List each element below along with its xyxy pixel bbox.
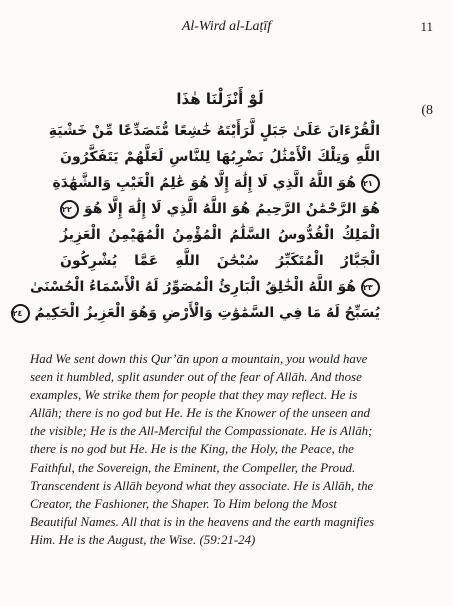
translation-line: Him. He is the August, the Wise. (59:21-24) — [30, 532, 256, 547]
arabic-text: هُوَ اللَّهُ الْخَٰلِقُ الْبَارِئُ الْمُصَوِّرُ لَهُ الْأَسْمَاءُ الْحُسْنَىٰ — [29, 279, 357, 295]
arabic-line — [29, 276, 380, 298]
item-marker: (8 — [421, 103, 433, 118]
arabic-verse-block — [12, 90, 381, 336]
arabic-text: هُوَ الرَّحْمَٰنُ الرَّحِيمُ هُوَ اللَّهُ الَّذِي لَا إِلَٰهَ إِلَّا هُوَ — [83, 201, 381, 217]
arabic-line: الْقُرْءَانَ عَلَىٰ جَبَلٍ لَّرَأَيْتَهُ خَٰشِعًا مُّتَصَدِّعًا مِّنْ خَشْيَةِ — [48, 123, 380, 139]
english-translation — [30, 350, 430, 549]
translation-line: Beautiful Names. All that is in the heavens and the earth magnifies — [30, 514, 375, 529]
translation-line: Had We sent down this Qur’ān upon a mountain, you would have — [30, 352, 368, 366]
ayah-marker-icon: ٢٤ — [11, 304, 30, 323]
translation-line: examples, We strike them for people that they may reflect. He is — [30, 388, 358, 403]
running-header-title: Al-Wird al-Laṭīf — [181, 19, 272, 34]
translation-line: Transcendent is Allāh beyond what they associate. He is Allāh, the — [30, 478, 374, 493]
arabic-line — [60, 198, 380, 220]
page-number: 11 — [420, 19, 433, 34]
arabic-text: هُوَ اللَّهُ الَّذِي لَا إِلَٰهَ إِلَّا هُوَ عَٰلِمُ الْغَيْبِ وَالشَّهَٰدَةِ — [52, 175, 357, 191]
arabic-line — [52, 172, 380, 194]
translation-line: the visible; He is the All-Merciful the Compassionate. He is Allāh; — [30, 424, 373, 439]
arabic-line — [12, 302, 380, 324]
translation-line: Creator, the Fashioner, the Shaper. To Him belong the Most — [30, 496, 337, 511]
ayah-marker-icon: ٢٣ — [361, 278, 380, 297]
ayah-marker-icon: ٢٢ — [60, 200, 79, 219]
arabic-line: اللَّهِ وَتِلْكَ الْأَمْثَٰلُ نَضْرِبُهَا لِلنَّاسِ لَعَلَّهُمْ يَتَفَكَّرُونَ — [60, 149, 380, 165]
translation-line: Faithful, the Sovereign, the Eminent, the Compeller, the Proud. — [30, 460, 356, 475]
arabic-text: يُسَبِّحُ لَهُ مَا فِي السَّمَٰوَٰتِ وَالْأَرْضِ وَهُوَ الْعَزِيزُ الْحَكِيمُ — [34, 305, 380, 321]
arabic-line: الْمَلِكُ الْقُدُّوسُ السَّلَٰمُ الْمُؤْمِنُ الْمُهَيْمِنُ الْعَزِيزُ — [60, 227, 380, 243]
arabic-line: الْجَبَّارُ الْمُتَكَبِّرُ سُبْحَٰنَ اللَّهِ عَمَّا يُشْرِكُونَ — [60, 253, 380, 269]
translation-line: seen it humbled, split asunder out of the fear of Allāh. And those — [30, 370, 362, 385]
ayah-marker-icon: ٢١ — [361, 174, 380, 193]
translation-line: Allāh; there is no god but He. He is the Knower of the unseen and — [30, 406, 371, 421]
translation-line: there is no god but He. He is the King, the Holy, the Peace, the — [30, 442, 354, 457]
arabic-heading: لَوْ أَنْزَلْنَا هٰذَا — [176, 90, 264, 108]
